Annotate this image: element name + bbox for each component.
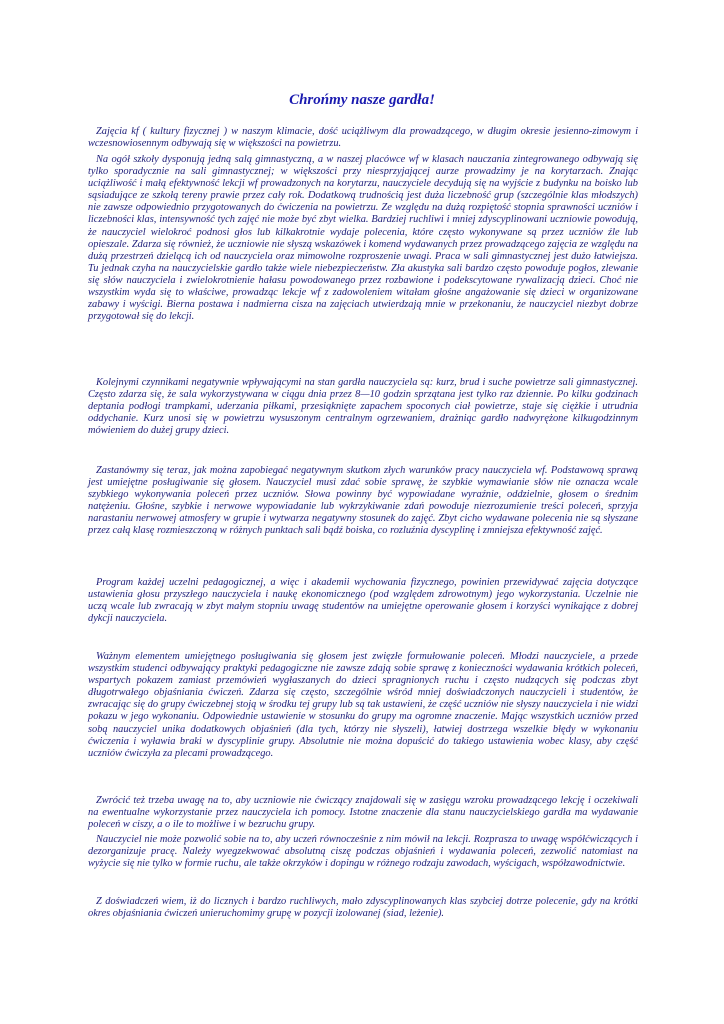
page-title: Chrońmy nasze gardła! [289, 92, 435, 108]
paragraph-3: Kolejnymi czynnikami negatywnie wpływającymi na stan gardła nauczyciela są: kurz, brud i suche powietrze sali gimnastycznej. Często zdarza się, że sala wykorzystywana w ciągu dnia przez 8—10 godzin sprzątana jest tylko raz dziennie. Po kilku godzinach deptania podłogi trampkami, uderzania piłkami, przesiąknięte zapachem spoconych ciał powietrze, staje się ciężkie i utrudnia oddychanie. Kurz unosi się w powietrzu wysuszonym centralnym ogrzewaniem, drażniąc gardło nadwyrężone kilkugodzinnym mówieniem do dużej grupy dzieci. [88, 377, 638, 437]
paragraph-2: Na ogół szkoły dysponują jedną salą gimnastyczną, a w naszej placówce wf w klasach nauczania zintegrowanego odbywają się tylko sporadycznie na sali gimnastycznej; w większości przy niesprzyjającej aurze prowadzimy je na korytarzach. Znając uciążliwość i małą efektywność lekcji wf prowadzonych na korytarzu, nauczyciele decydują się na wyjście z budynku na boisko lub sąsiadujące ze szkołą tereny prawie przez cały rok. Dodatkową trudnością jest duża liczebność grup (szczególnie klas młodszych) nie zawsze odpowiednio przygotowanych do ćwiczenia na powietrzu. Ze względu na dużą rozpiętość stopnia sprawności uczniów i liczebności klas, intensywność tych zajęć nie może być zbyt wielka. Bardziej ruchliwi i mniej zdyscyplinowani uczniowie powodują, że nauczyciel wielokroć podnosi głos lub kilkakrotnie wydaje polecenia, które często wykonywane są przez uczniów źle lub opieszale. Zdarza się również, że uczniowie nie słyszą wskazówek i komend wydawanych przez prowadzącego zajęcia ze względu na dużą przestrzeń dzielącą ich od nauczyciela oraz mimowolne rozproszenie uwagi. Praca w sali gimnastycznej jest dużo łatwiejsza. Tu jednak czyha na nauczycielskie gardło także wiele niebezpieczeństw. Zła akustyka sali bardzo często powoduje pogłos, zlewanie się słów nauczyciela i zwielokrotnienie hałasu powodowanego przez rozbawione i podekscytowane rywalizacją dzieci. Choć nie wszystkim wyda się to właściwe, prowadząc lekcje wf z zadowoleniem witałam głośne angażowanie się dzieci w organizowane zabawy i wyścigi. Bierna postawa i nadmierna cisza na zajęciach utwierdzają mnie w przekonaniu, że nauczyciel niezbyt dobrze przygotował się do lekcji. [88, 154, 638, 323]
paragraph-9: Z doświadczeń wiem, iż do licznych i bardzo ruchliwych, mało zdyscyplinowanych klas szybciej dotrze polecenie, gdy na krótki okres objaśniania ćwiczeń unieruchomimy grupę w pozycji izolowanej (siad, leżenie). [88, 896, 638, 920]
paragraph-1: Zajęcia kf ( kultury fizycznej ) w naszym klimacie, dość uciążliwym dla prowadzącego, w długim okresie jesienno-zimowym i wczesnowiosennym odbywają się w większości na powietrzu. [88, 126, 638, 150]
paragraph-6: Ważnym elementem umiejętnego posługiwania się głosem jest zwięzłe formułowanie poleceń. Młodzi nauczyciele, a przede wszystkim studenci odbywający praktyki pedagogiczne nie zawsze zdają sobie sprawę z konieczności wydawania krótkich poleceń, wspartych pokazem zamiast przemówień wygłaszanych do dzieci spragnionych ruchu i często nudzących się podczas zbyt długotrwałego objaśniania ćwiczeń. Zdarza się często, szczególnie wśród mniej doświadczonych nauczycieli i studentów, że zwracając się do grupy ćwiczebnej stoją w środku tej grupy lub są tak ustawieni, że część uczniów nie słyszy nauczyciela i nie widzi pokazu w jego wykonaniu. Odpowiednie ustawienie w stosunku do grupy ma ogromne znaczenie. Mając wszystkich uczniów przed sobą nauczyciel unika dodatkowych objaśnień (dla tych, którzy nie słyszeli), łatwiej dostrzega wszelkie błędy w wykonaniu ćwiczenia i wyławia braki w dyscyplinie grupy. Absolutnie nie można dopuścić do takiego ustawienia wobec klasy, aby część uczniów ćwiczyła za plecami prowadzącego. [88, 651, 638, 759]
paragraph-8: Nauczyciel nie może pozwolić sobie na to, aby uczeń równocześnie z nim mówił na lekcji. Rozprasza to uwagę współćwiczących i dezorganizuje pracę. Należy wyegzekwować absolutną ciszę podczas objaśnień i wydawania poleceń, zezwolić natomiast na wyżycie się nie tylko w formie ruchu, ale także okrzyków i dopingu w różnego rodzaju zawodach, wyścigach, współzawodnictwie. [88, 834, 638, 870]
paragraph-5: Program każdej uczelni pedagogicznej, a więc i akademii wychowania fizycznego, powinien przewidywać zajęcia dotyczące ustawienia głosu przyszłego nauczyciela i naukę ekonomicznego (pod względem zdrowotnym) jego wykorzystania. Uczelnie nie uczą wcale lub zwracają w zbyt małym stopniu uwagę studentów na umiejętne operowanie głosem i korzyści wynikające z dobrej dykcji nauczyciela. [88, 577, 638, 625]
paragraph-4: Zastanówmy się teraz, jak można zapobiegać negatywnym skutkom złych warunków pracy nauczyciela wf. Podstawową sprawą jest umiejętne posługiwanie się głosem. Nauczyciel musi zdać sobie sprawę, że szybkie wymawianie słów nie oznacza wcale szybkiego wykonywania poleceń przez uczniów. Słowa powinny być wypowiadane wyraźnie, oddzielnie, głosem o średnim natężeniu. Głośne, szybkie i nerwowe wypowiadanie lub wykrzykiwanie zdań powoduje niezrozumienie treści poleceń, sprzyja narastaniu nerwowej atmosfery w grupie i wytwarza negatywny stosunek do zajęć. Zbyt cicho wydawane polecenia nie są słyszane przez całą klasę rozmieszczoną w różnych punktach sali bądź boiska, co rozluźnia dyscyplinę i zmniejsza efektywność zajęć. [88, 465, 638, 537]
paragraph-7: Zwrócić też trzeba uwagę na to, aby uczniowie nie ćwiczący znajdowali się w zasięgu wzroku prowadzącego lekcję i oczekiwali na ewentualne wykorzystanie przez nauczyciela ich pomocy. Istotne znaczenie dla stanu nauczycielskiego gardła ma wydawanie poleceń w ciszy, a o ile to możliwe i w bezruchu grupy. [88, 795, 638, 831]
